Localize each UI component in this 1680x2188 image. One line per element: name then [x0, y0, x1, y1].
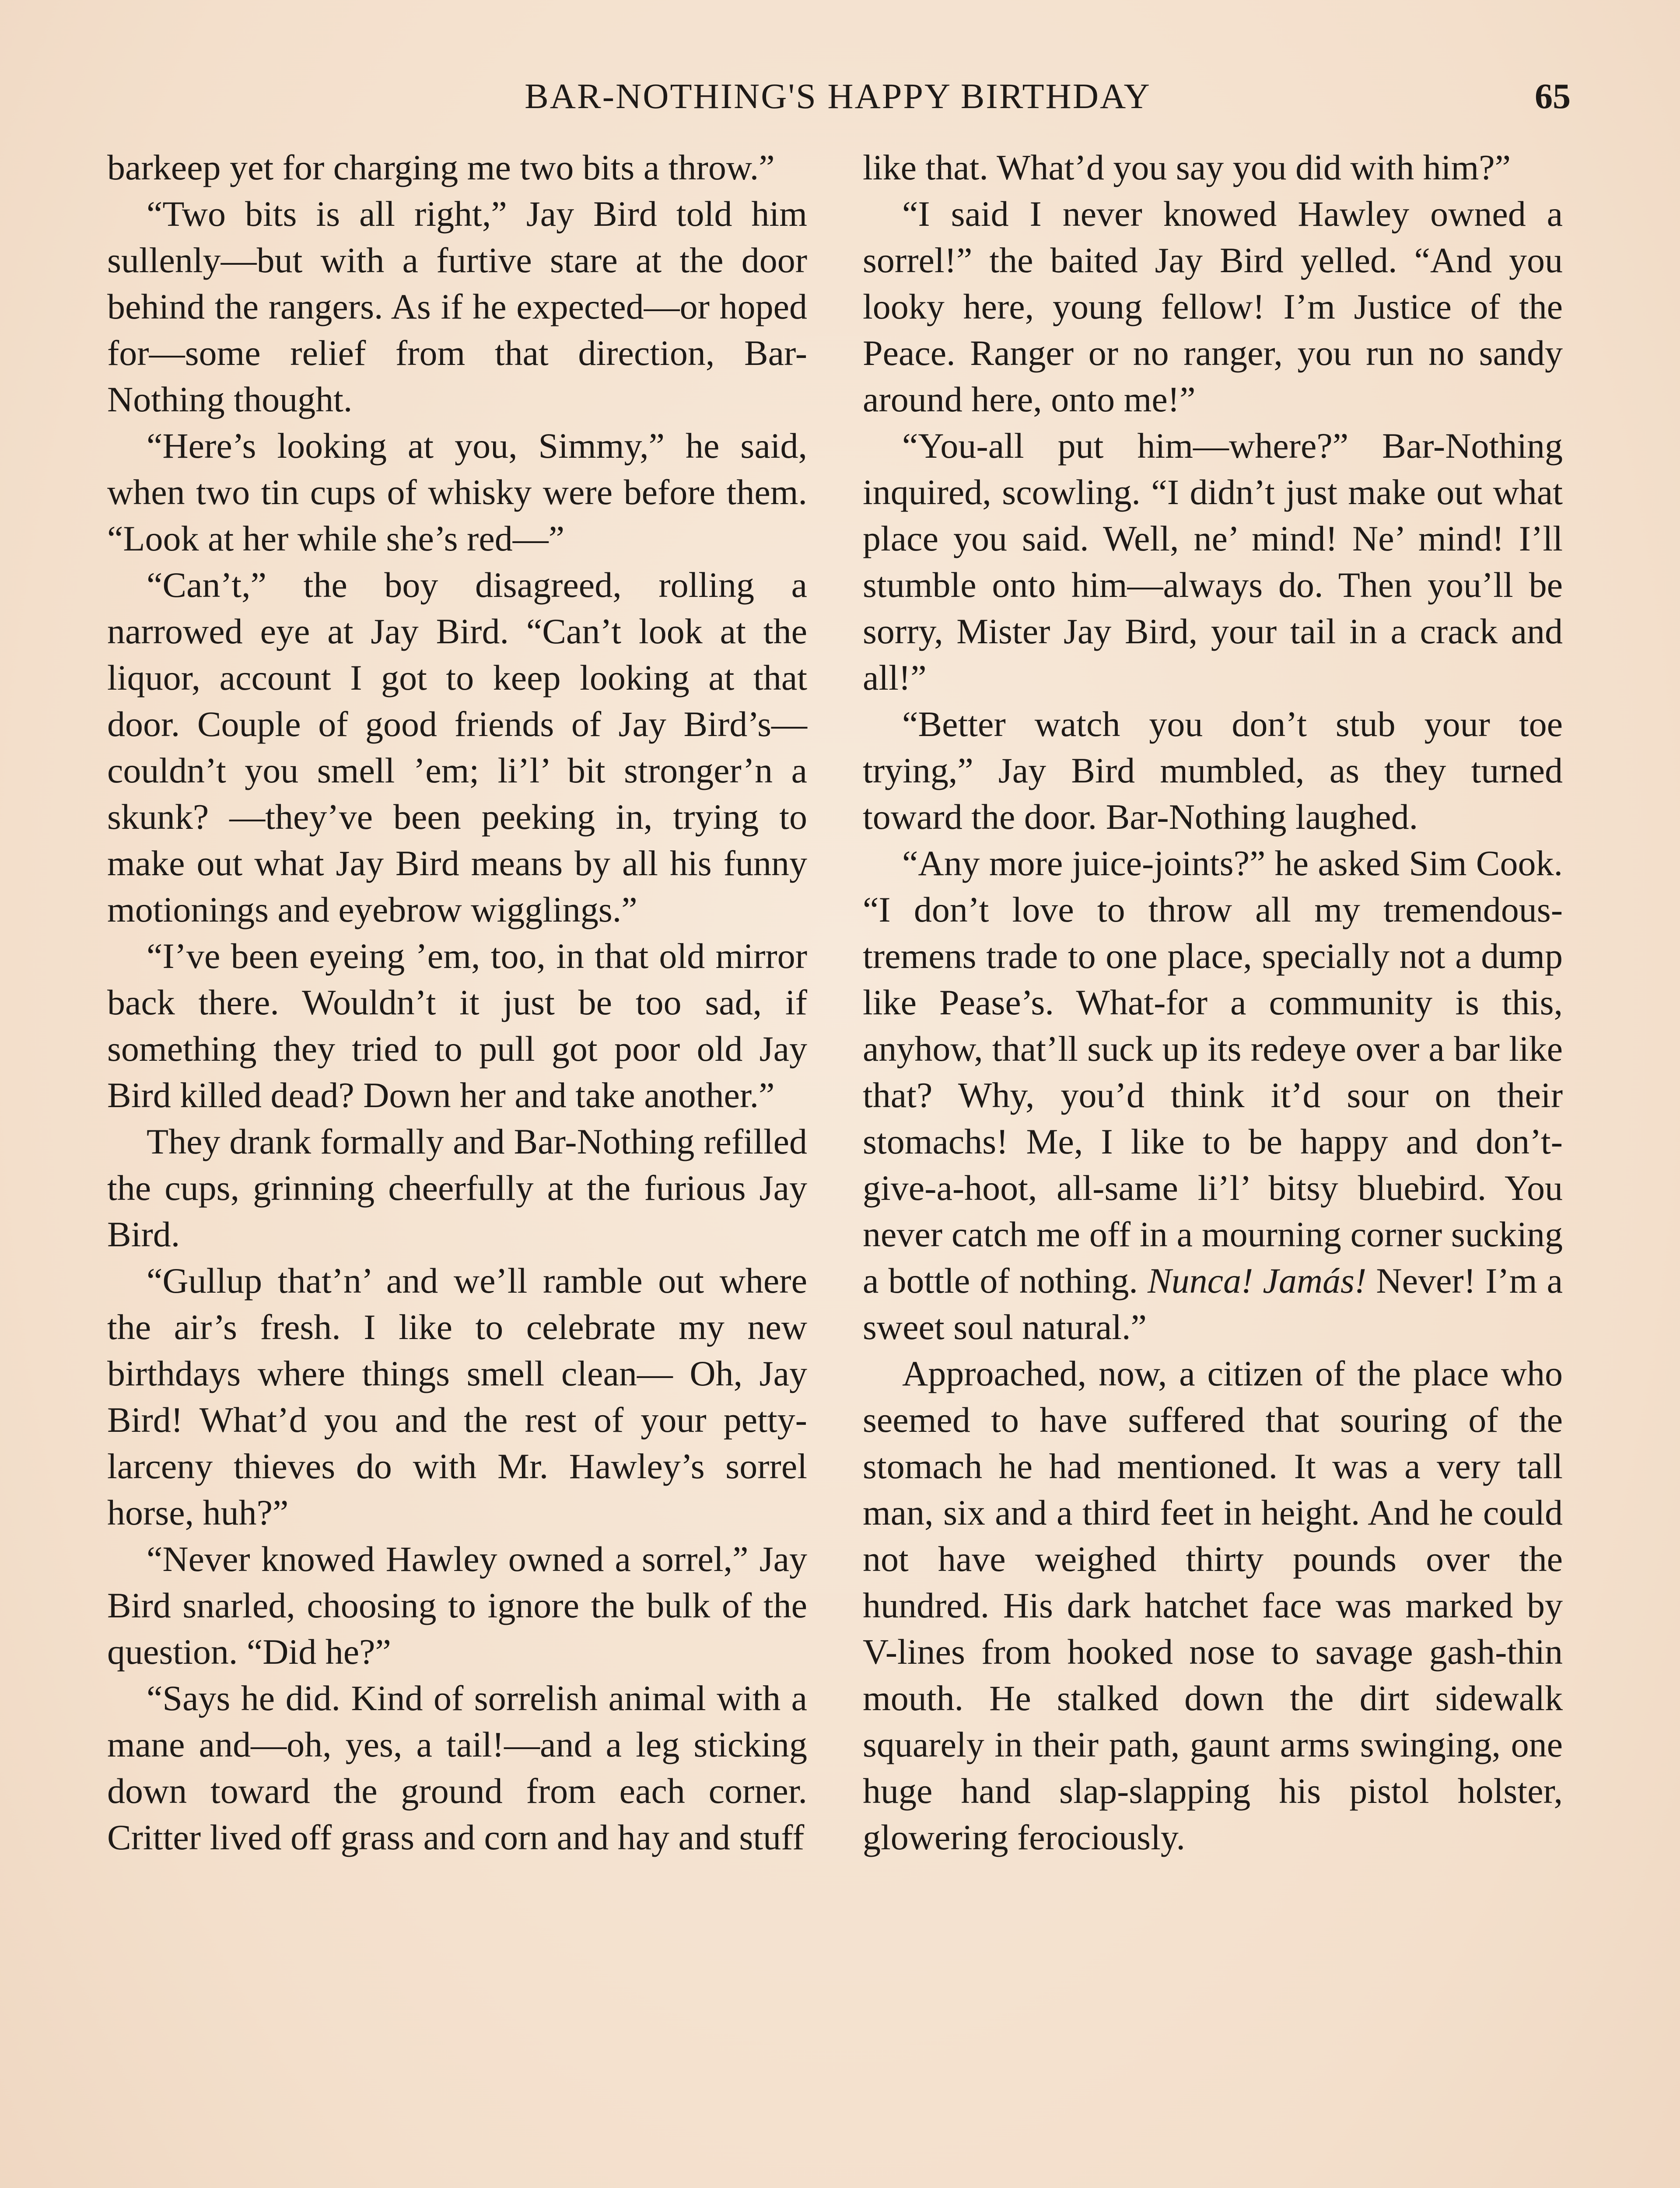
paragraph: “Gullup that’n’ and we’ll ramble out where the air’s fresh. I like to celebrate my new birthdays where things smell clean— Oh, Jay Bird! What’d you and the rest of your petty-larceny thieves do with Mr. Hawley’s sorrel horse, huh?”: [107, 1261, 807, 1532]
paragraph-text: “Any more juice-joints?” he asked Sim Cook. “I don’t love to throw all my tremendous-tremens trade to one place, specially not a dump like Pease’s. What-for a community is this, anyhow, that’ll suck up its redeye over a bar like that? Why, you’d think it’d sour on their stomachs! Me, I like to be happy and don’t-give-a-hoot, all-same li’l’ bitsy bluebird. You never catch me off in a mourning corner sucking a bottle of nothing.: [863, 843, 1563, 1301]
paragraph: “Can’t,” the boy disagreed, rolling a narrowed eye at Jay Bird. “Can’t look at the liquor, account I got to keep looking at that door. Couple of good friends of Jay Bird’s—couldn’t you smell ’em; li’l’ bit stronger’n a skunk? —they’ve been peeking in, trying to make out what Jay Bird means by all his funny motionings and eyebrow wigglings.”: [107, 565, 807, 929]
paragraph: “You-all put him—where?” Bar-Nothing inquired, scowling. “I didn’t just make out what place you said. Well, ne’ mind! Ne’ mind! I’ll stumble onto him—always do. Then you’ll be sorry, Mister Jay Bird, your tail in a crack and all!”: [863, 426, 1563, 698]
paragraph: “Better watch you don’t stub your toe trying,” Jay Bird mumbled, as they turned toward the door. Bar-Nothing laughed.: [863, 704, 1563, 837]
right-column: [863, 144, 1563, 1861]
paragraph: Approached, now, a citizen of the place who seemed to have suffered that souring of the stomach he had mentioned. It was a very tall man, six and a third feet in height. And he could not have weighed thirty pounds over the hundred. His dark hatchet face was marked by V-lines from hooked nose to savage gash-thin mouth. He stalked down the dirt sidewalk squarely in their path, gaunt arms swinging, one huge hand slap-slapping his pistol holster, glowering ferociously.: [863, 1353, 1563, 1857]
paragraph: like that. What’d you say you did with him?”: [863, 147, 1511, 187]
paragraph: [863, 840, 1563, 1350]
running-title: BAR-NOTHING'S HAPPY BIRTHDAY: [525, 76, 1151, 116]
paragraph: “Here’s looking at you, Simmy,” he said, when two tin cups of whisky were before them. “Look at her while she’s red—”: [107, 426, 807, 558]
paragraph: “Says he did. Kind of sorrelish animal with a mane and—oh, yes, a tail!—and a leg sticking down toward the ground from each corner. Critter lived off grass and corn and hay and stuff: [107, 1678, 807, 1857]
paragraph: “Never knowed Hawley owned a sorrel,” Jay Bird snarled, choosing to ignore the bulk of the question. “Did he?”: [107, 1539, 807, 1672]
paragraph: “I said I never knowed Hawley owned a sorrel!” the baited Jay Bird yelled. “And you looky here, young fellow! I’m Justice of the Peace. Ranger or no ranger, you run no sandy around here, onto me!”: [863, 194, 1563, 419]
paragraph: barkeep yet for charging me two bits a throw.”: [107, 147, 775, 187]
page-header: [105, 70, 1571, 123]
paragraph: “Two bits is all right,” Jay Bird told him sullenly—but with a furtive stare at the door behind the rangers. As if he expected—or hoped for—some relief from that direction, Bar-Nothing thought.: [107, 194, 807, 419]
paragraph: They drank formally and Bar-Nothing refilled the cups, grinning cheerfully at the furious Jay Bird.: [107, 1122, 807, 1254]
paragraph-text: Never! I’m a sweet soul natural.”: [863, 1261, 1563, 1347]
italic-phrase: Nunca! Jamás!: [1147, 1261, 1367, 1301]
page-number: 65: [1535, 76, 1571, 116]
left-column: [107, 144, 807, 1861]
paragraph: “I’ve been eyeing ’em, too, in that old mirror back there. Wouldn’t it just be too sad, if something they tried to pull got poor old Jay Bird killed dead? Down her and take another.”: [107, 936, 807, 1115]
